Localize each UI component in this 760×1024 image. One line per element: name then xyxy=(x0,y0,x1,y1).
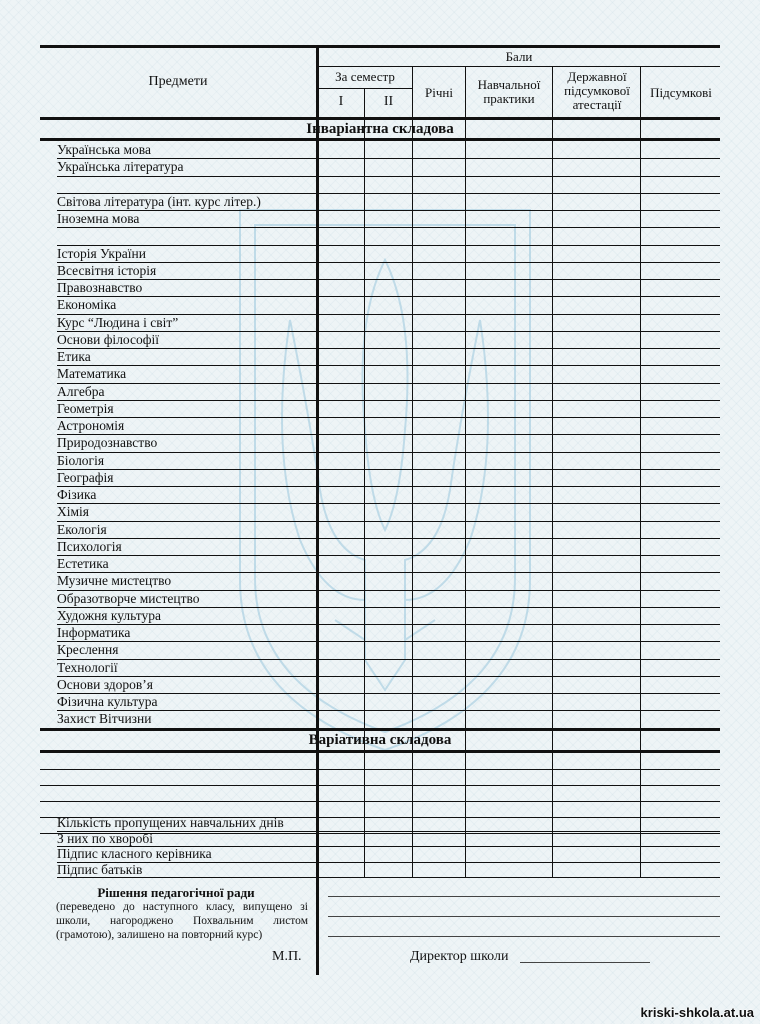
table-row-line xyxy=(40,801,720,802)
header-subjects: Предмети xyxy=(148,74,208,89)
director-signature-line xyxy=(520,962,650,963)
decision-line xyxy=(328,936,720,937)
table-row-line xyxy=(57,400,720,401)
subject-row-label: Фізика xyxy=(57,487,97,502)
table-row-line xyxy=(57,245,720,246)
header-annual: Річні xyxy=(425,85,453,100)
subject-row-label: Етика xyxy=(57,349,91,364)
table-row-line xyxy=(57,469,720,470)
table-main-divider xyxy=(316,45,319,975)
decision-title: Рішення педагогічної ради xyxy=(97,885,255,900)
table-row-line xyxy=(57,452,720,453)
table-row-line xyxy=(57,262,720,263)
table-row-line xyxy=(57,521,720,522)
header-state-cert: Державної підсумкової атестації xyxy=(564,69,630,112)
subject-row-label: Геометрія xyxy=(57,400,114,416)
col-line xyxy=(552,753,553,878)
col-line xyxy=(412,753,413,878)
subject-row-label: Захист Вітчизни xyxy=(57,711,152,727)
table-row-line xyxy=(57,296,720,297)
subject-row-label: Інформатика xyxy=(57,625,131,640)
header-sem-1: I xyxy=(338,94,344,109)
subject-row-label: Економіка xyxy=(57,297,117,313)
section-border xyxy=(40,750,720,753)
subject-row-label: Креслення xyxy=(57,642,119,658)
subject-row-label: Екологія xyxy=(57,521,107,537)
decision-text: (переведено до наступного класу, випущено зі школи, нагороджено Похвальним листом (грамотою), залишено на повторний курс) xyxy=(56,901,308,941)
subject-row-label: Українська мова xyxy=(57,142,151,157)
invariant-section-title: Інваріантна складова xyxy=(306,121,454,137)
table-top-border xyxy=(40,45,720,48)
table-row-line xyxy=(57,641,720,642)
table-row-line xyxy=(57,624,720,625)
subject-row-label: Географія xyxy=(57,469,114,485)
summary-row-label: Підпис батьків xyxy=(57,861,143,877)
subject-row-label: Астрономія xyxy=(57,418,125,433)
table-row-line xyxy=(40,785,720,786)
subject-row-label: Естетика xyxy=(57,556,109,571)
subject-row-label: Основи здоров’я xyxy=(57,676,153,692)
footer-url: kriski-shkola.at.ua xyxy=(640,1005,754,1020)
header-sem-2: II xyxy=(383,94,394,109)
table-row-line xyxy=(57,227,720,228)
table-row-line xyxy=(57,486,720,487)
subject-row-label: Психологія xyxy=(57,538,122,554)
summary-row-label: Кількість пропущених навчальних днів xyxy=(57,815,284,830)
director-label: Директор школи xyxy=(410,949,509,964)
stamp-label: М.П. xyxy=(272,949,302,964)
summary-row-label: З них по хворобі xyxy=(57,830,153,846)
subject-row-label: Математика xyxy=(57,366,127,382)
table-row-line xyxy=(57,710,720,711)
col-line xyxy=(640,66,641,753)
table-row-line xyxy=(57,538,720,539)
col-line xyxy=(364,88,365,753)
subject-row-label: Правознавство xyxy=(57,280,143,295)
header-scores: Бали xyxy=(505,49,533,64)
table-row-line xyxy=(57,417,720,418)
subject-row-label: Курс “Людина і світ” xyxy=(57,314,179,330)
table-row-line xyxy=(57,862,720,863)
table-row-line xyxy=(57,176,720,177)
table-row-line xyxy=(40,769,720,770)
subject-row-label: Біологія xyxy=(57,452,105,468)
summary-row-label: Підпис класного керівника xyxy=(57,846,212,861)
subject-row-label: Технології xyxy=(57,659,118,675)
col-line xyxy=(640,753,641,878)
decision-line xyxy=(328,896,720,897)
subject-row-label: Музичне мистецтво xyxy=(57,573,172,589)
table-row-line xyxy=(57,831,720,832)
subject-row-label: Фізична культура xyxy=(57,694,158,709)
subject-row-label: Природознавство xyxy=(57,435,158,451)
table-row-line xyxy=(57,348,720,349)
table-row-line xyxy=(57,555,720,556)
header-per-semester: За семестр xyxy=(335,69,395,84)
table-row-line xyxy=(57,659,720,660)
table-row-line xyxy=(57,676,720,677)
subject-row-label: Українська література xyxy=(57,159,184,175)
table-row-line xyxy=(57,365,720,366)
table-row-line xyxy=(57,503,720,504)
subject-row-label: Всесвітня історія xyxy=(57,262,157,278)
subject-row-label: Образотворче мистецтво xyxy=(57,590,200,606)
header-line xyxy=(318,88,412,89)
table-row-line xyxy=(57,383,720,384)
variative-section-title: Варіативна складова xyxy=(308,732,452,748)
table-row-line xyxy=(57,279,720,280)
subject-row-label: Художня культура xyxy=(57,607,161,623)
subject-row-label: Хімія xyxy=(57,504,90,520)
col-line xyxy=(412,66,413,753)
col-line xyxy=(465,753,466,878)
header-practice: Навчальної практики xyxy=(477,77,541,106)
col-line xyxy=(552,66,553,753)
subject-row-label: Основи філософії xyxy=(57,331,160,347)
table-row-line xyxy=(57,877,720,878)
subject-row-label: Історія України xyxy=(57,245,146,261)
header-final: Підсумкові xyxy=(650,85,712,100)
subject-row-label: Світова література (інт. курс літер.) xyxy=(57,193,261,209)
subject-row-label: Алгебра xyxy=(57,383,105,399)
header-line xyxy=(318,66,720,67)
col-line xyxy=(465,66,466,753)
decision-line xyxy=(328,916,720,917)
col-line xyxy=(364,753,365,878)
table-row-line xyxy=(57,210,720,211)
subject-row-label: Іноземна мова xyxy=(57,211,140,226)
